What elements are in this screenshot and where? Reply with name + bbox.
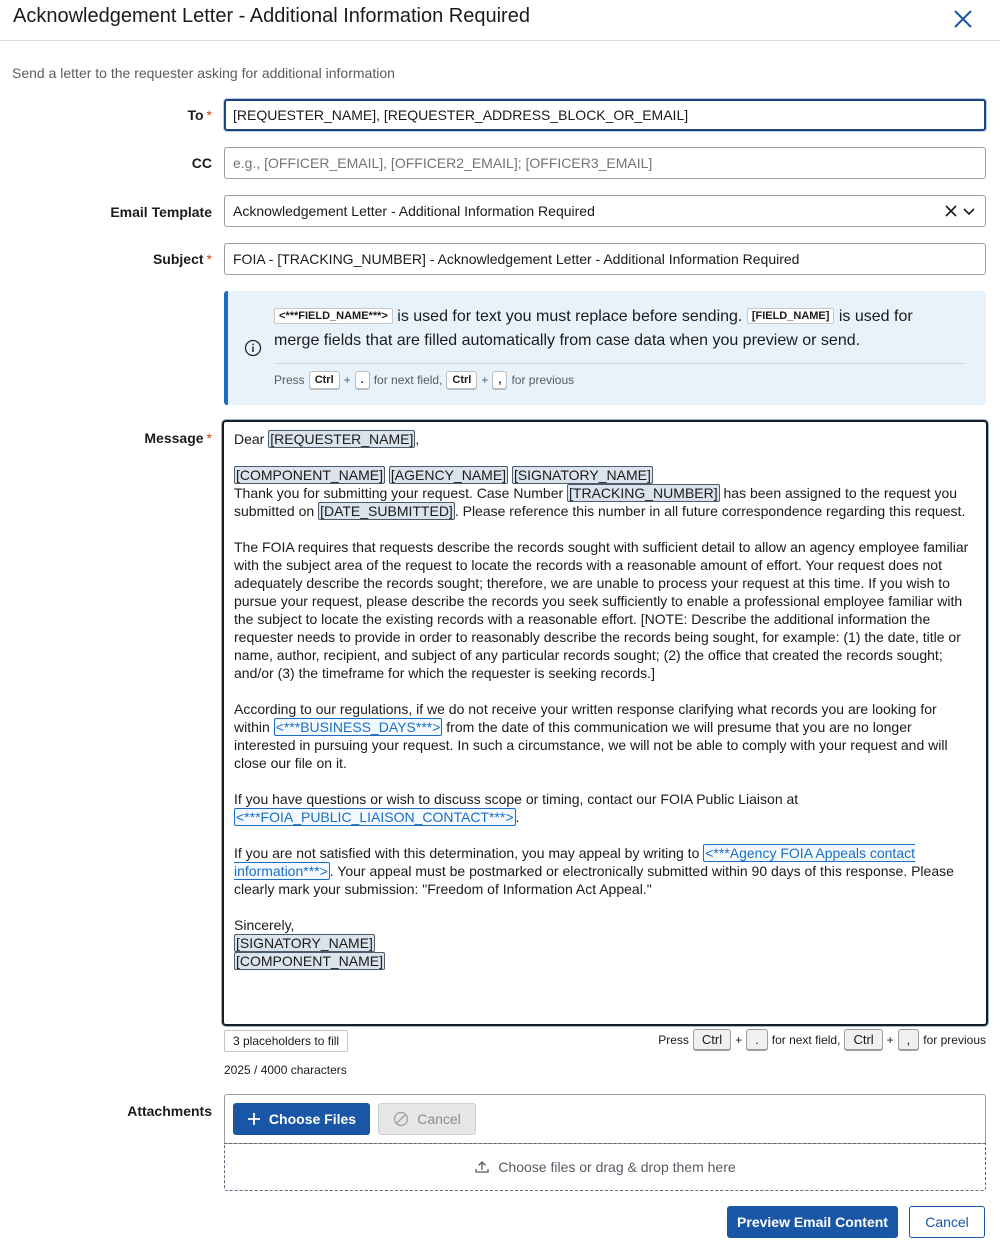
file-dropzone[interactable]: Choose files or drag & drop them here <box>224 1143 986 1191</box>
placeholder-field[interactable]: <***Agency FOIA Appeals contact information***> <box>234 845 915 879</box>
chevron-down-icon[interactable] <box>961 203 977 219</box>
merge-field[interactable]: [TRACKING_NUMBER] <box>569 485 718 501</box>
message-label: Message * <box>144 430 212 446</box>
preview-email-button[interactable]: Preview Email Content <box>727 1206 898 1238</box>
plus-icon <box>247 1112 261 1126</box>
attachments-label: Attachments <box>127 1103 212 1119</box>
comma-key: , <box>492 371 507 389</box>
close-icon[interactable] <box>949 5 977 33</box>
dialog-title: Acknowledgement Letter - Additional Information Required <box>13 5 530 27</box>
clear-icon[interactable] <box>943 203 959 219</box>
choose-files-button[interactable]: Choose Files <box>233 1103 370 1135</box>
email-template-value: Acknowledgement Letter - Additional Information Required <box>233 203 595 219</box>
upload-icon <box>474 1159 490 1175</box>
dialog-header <box>0 0 1000 41</box>
subject-label: Subject * <box>152 251 212 267</box>
merge-field[interactable]: [SIGNATORY_NAME] <box>513 467 651 483</box>
info-alert <box>224 291 986 405</box>
character-count: 2025 / 4000 characters <box>224 1063 347 1077</box>
cancel-button[interactable]: Cancel <box>909 1206 985 1238</box>
to-field-value: [REQUESTER_NAME], [REQUESTER_ADDRESS_BLOCK_OR_EMAIL] <box>233 107 689 123</box>
paragraph: The FOIA requires that requests describe the records sought with sufficient detail to allow an agency employee familiar with the subject area of the request to locate the records with a reasonable amount of effort. Your request does not adequately describe the records sought; therefore, we are unable to process your request at this time. If you wish to pursue your request, please describe the records you seek sufficiently to enable a professional employee familiar with the subject to locate the existing records with a reasonable effort. [NOTE: Describe the additional information the requester needs to provide in order to reasonably describe the records being sought, for example: (1) the date, title or name, author, recipient, and subject of any particular records sought; (2) the office that created the records sought; and/or (3) the timeframe for which the requester is seeking records.] <box>234 539 969 681</box>
merge-field[interactable]: [COMPONENT_NAME] <box>236 953 384 969</box>
info-shortcut-hint: Press Ctrl + . for next field, Ctrl + , for previous <box>274 373 575 387</box>
message-editor[interactable]: Dear [REQUESTER_NAME] , [COMPONENT_NAME] [AGENCY_NAME] [SIGNATORY_NAME] Thank you for submitting your request. Case Number [TRACKING_NUMBER] has been assigned to the request you submitted on [DATE_SUBMITTED] . Please reference this number in all future correspondence regarding this request. The FOIA requires that requests describe the records sought with sufficient detail to allow an agency employee familiar with the subject area of the request to locate the records with a reasonable amount of effort. Your request does not adequately describe the records sought; therefore, we are unable to process your request at this time. If you wish to pursue your request, please describe the records you seek sufficiently to enable a professional employee familiar with the subject to locate the existing records with a reasonable effort. [NOTE: Describe the additional information the requester needs to provide in order to reasonably describe the records being sought, for example: (1) the date, title or name, author, recipient, and subject of any particular records sought; (2) the office that created the records sought; and/or (3) the timeframe for which the requester is seeking records.] According to our regulations, if we do not receive your written response clarifying what records you are looking for within <***BUSINESS_DAYS***> from the date of this communication we will presume that you are no longer interested in pursuing your request. In such a circumstance, we will not be able to comply with your request and will close our file on it. If you have questions or wish to discuss scope or timing, contact our FOIA Public Liaison at <***FOIA_PUBLIC_LIAISON_CONTACT***> . If you are not satisfied with this determination, you may appeal by writing to <***Agency FOIA Appeals contact information***> . Your appeal must be postmarked or electronically submitted within 90 days of this response. Please clearly mark your submission: "Freedom of Information Act Appeal." Sincerely, [SIGNATORY_NAME] [COMPONENT_NAME] <box>222 420 988 1026</box>
subject-field-value: FOIA - [TRACKING_NUMBER] - Acknowledgement Letter - Additional Information Required <box>233 251 800 267</box>
subject-field[interactable] <box>224 243 986 275</box>
email-template-select[interactable] <box>224 195 986 227</box>
placeholder-tag: <***FIELD_NAME***> <box>274 308 393 324</box>
placeholder-count-badge: 3 placeholders to fill <box>224 1030 348 1052</box>
cancel-icon <box>393 1111 409 1127</box>
comma-key: , <box>898 1029 920 1050</box>
info-divider <box>274 363 964 364</box>
email-template-label: Email Template <box>110 204 212 220</box>
shortcut-hint: Press Ctrl + . for next field, Ctrl + , for previous <box>658 1029 986 1050</box>
cc-label: CC <box>191 155 212 171</box>
info-line-1: <***FIELD_NAME***> is used for text you must replace before sending. [FIELD_NAME] is used for <box>274 308 913 326</box>
to-field[interactable] <box>224 99 986 131</box>
close-button[interactable] <box>949 5 977 33</box>
merge-field[interactable]: [SIGNATORY_NAME] <box>236 935 373 951</box>
merge-field[interactable]: [AGENCY_NAME] <box>390 467 507 483</box>
cancel-upload-button[interactable]: Cancel <box>378 1103 476 1135</box>
info-icon <box>244 339 262 357</box>
period-key: . <box>746 1029 768 1050</box>
period-key: . <box>355 371 370 389</box>
merge-field[interactable]: [REQUESTER_NAME] <box>270 431 414 447</box>
ctrl-key: Ctrl <box>693 1029 731 1050</box>
ctrl-key: Ctrl <box>844 1029 882 1050</box>
placeholder-field[interactable]: <***FOIA_PUBLIC_LIAISON_CONTACT***> <box>236 809 514 825</box>
dialog-description: Send a letter to the requester asking for additional information <box>12 65 395 81</box>
placeholder-field[interactable]: <***BUSINESS_DAYS***> <box>275 719 441 735</box>
to-label: To * <box>187 107 212 123</box>
merge-field[interactable]: [COMPONENT_NAME] <box>236 467 384 483</box>
info-line-2: merge fields that are filled automatically from case data when you preview or send. <box>274 332 861 349</box>
ctrl-key: Ctrl <box>446 371 477 389</box>
ctrl-key: Ctrl <box>309 371 340 389</box>
merge-field[interactable]: [DATE_SUBMITTED] <box>320 503 453 519</box>
closing: Sincerely, <box>234 917 295 933</box>
merge-field-tag: [FIELD_NAME] <box>747 308 835 324</box>
cc-field[interactable] <box>224 147 986 179</box>
